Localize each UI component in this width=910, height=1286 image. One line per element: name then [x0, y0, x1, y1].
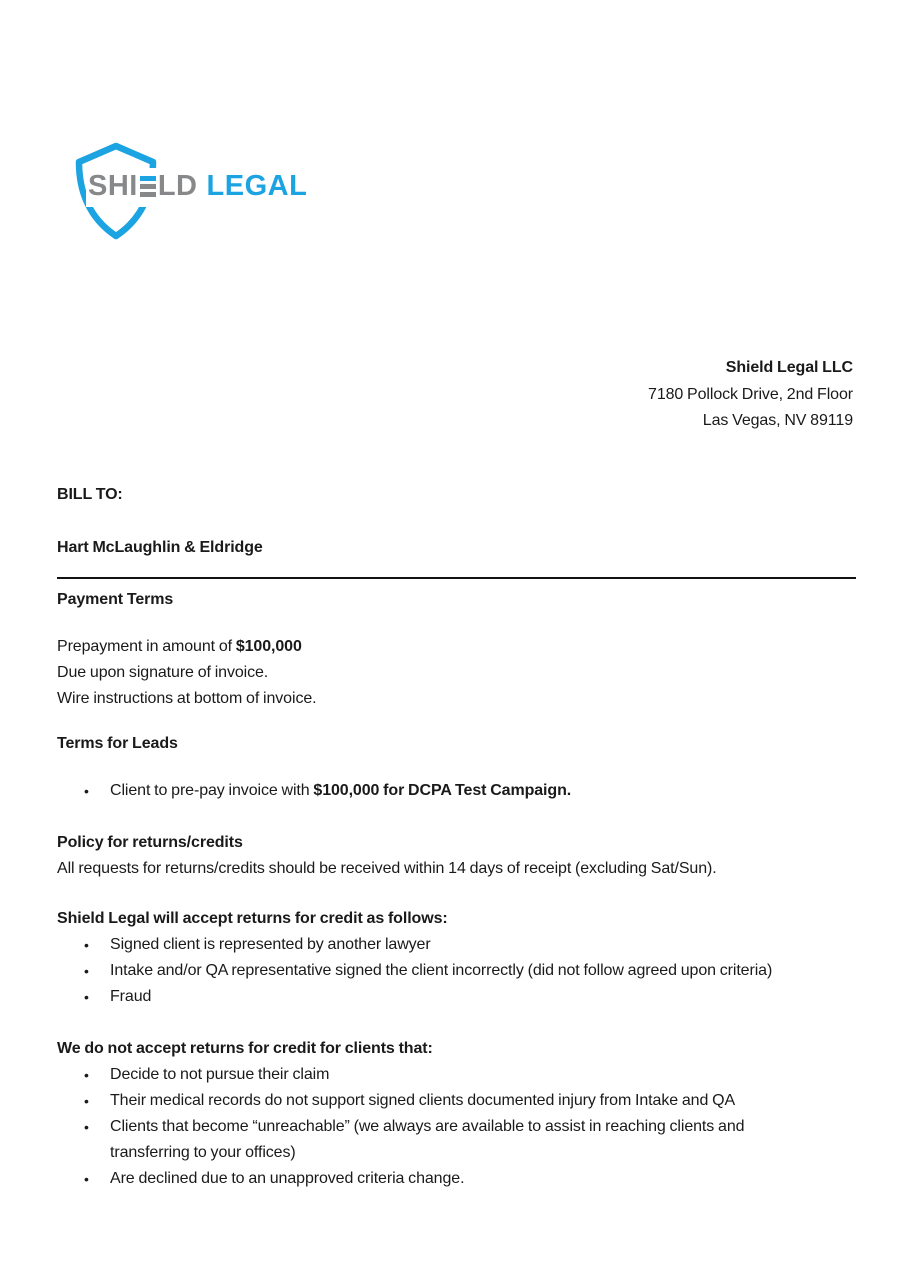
section-divider-line	[57, 577, 856, 579]
list-item: • Clients that become “unreachable” (we always are available to assist in reaching clients and transferring to your offices)	[57, 1114, 790, 1166]
no-returns-list	[57, 1062, 853, 1192]
returns-policy-section	[57, 830, 853, 882]
payment-terms-paragraph	[57, 634, 853, 712]
list-item: • Intake and/or QA representative signed the client incorrectly (did not follow agreed upon criteria)	[57, 958, 853, 984]
wordmark-shield-part1: SHI	[88, 170, 138, 202]
list-item: • Their medical records do not support signed clients documented injury from Intake and QA	[57, 1088, 853, 1114]
company-name: Shield Legal LLC	[725, 359, 853, 376]
list-item: • Decide to not pursue their claim	[57, 1062, 853, 1088]
terms-for-leads-list	[57, 778, 853, 804]
wordmark-shield-part2: LD	[157, 170, 198, 202]
list-item: • Fraud	[57, 984, 853, 1010]
list-item: • Are declined due to an unapproved criteria change.	[57, 1166, 853, 1192]
accept-returns-list	[57, 932, 853, 1010]
logo-wordmark	[86, 168, 315, 207]
shield-legal-logo	[72, 142, 308, 240]
wire-line: Wire instructions at bottom of invoice.	[57, 690, 317, 707]
company-address-line1: 7180 Pollock Drive, 2nd Floor	[648, 385, 853, 403]
stylized-e-icon	[140, 176, 156, 197]
prepayment-text: Prepayment in amount of	[57, 638, 236, 655]
list-item	[57, 778, 853, 804]
company-address-line2: Las Vegas, NV 89119	[702, 412, 853, 429]
accept-returns-heading: Shield Legal will accept returns for credit as follows:	[57, 910, 448, 927]
payment-terms-heading: Payment Terms	[57, 591, 174, 608]
lead-bullet-bold: $100,000 for DCPA Test Campaign.	[313, 782, 572, 799]
company-address-block	[648, 355, 853, 435]
bill-to-label: BILL TO:	[57, 486, 123, 503]
no-returns-heading: We do not accept returns for credit for clients that:	[57, 1040, 433, 1057]
returns-policy-body: All requests for returns/credits should be received within 14 days of receipt (excluding Sat/Sun).	[57, 860, 717, 877]
terms-for-leads-heading: Terms for Leads	[57, 735, 178, 752]
bill-to-client-name: Hart McLaughlin & Eldridge	[57, 539, 263, 556]
lead-bullet-text: Client to pre-pay invoice with	[110, 782, 314, 799]
due-line: Due upon signature of invoice.	[57, 664, 269, 681]
returns-policy-heading: Policy for returns/credits	[57, 834, 243, 851]
prepayment-line	[57, 634, 853, 660]
prepayment-amount: $100,000	[235, 638, 302, 655]
wordmark-legal: LEGAL	[206, 170, 308, 202]
list-item: • Signed client is represented by another lawyer	[57, 932, 853, 958]
